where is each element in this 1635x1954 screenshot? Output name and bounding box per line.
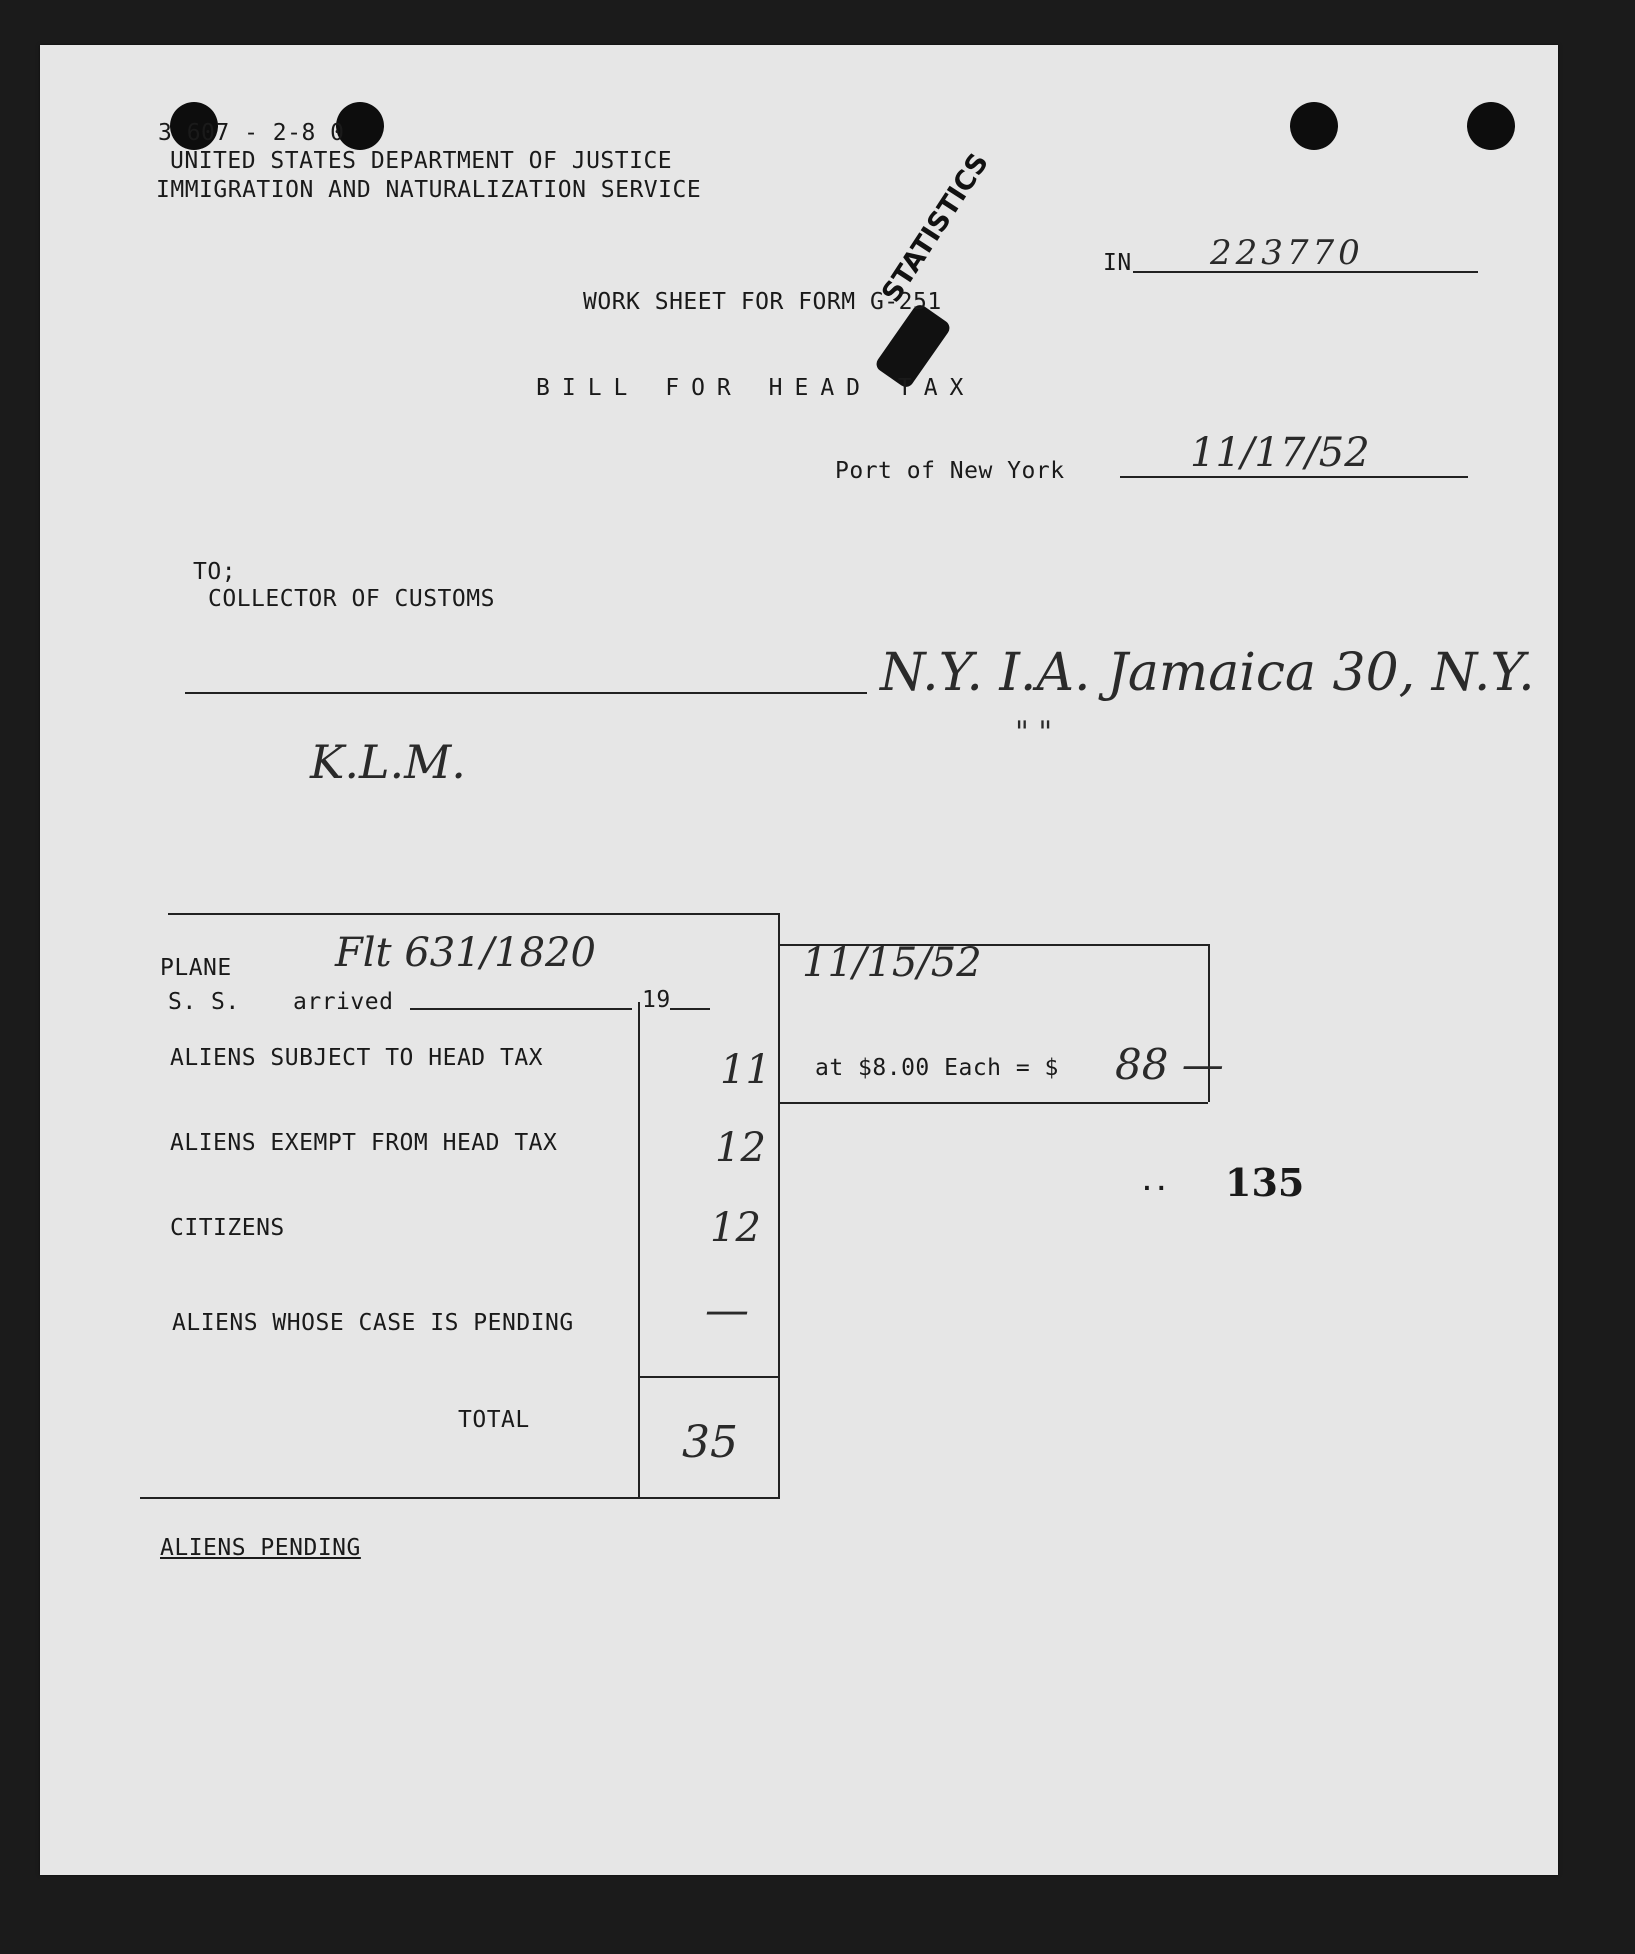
row-value-subject: 11 xyxy=(720,1047,771,1093)
service-name: IMMIGRATION AND NATURALIZATION SERVICE xyxy=(156,177,702,203)
table-right-rule xyxy=(778,913,780,1498)
worksheet-title: WORK SHEET FOR FORM G-251 xyxy=(583,289,942,315)
year-label: 19 xyxy=(642,987,671,1013)
tax-rate-text: at $8.00 Each = $ xyxy=(815,1055,1059,1081)
table-bottom-rule xyxy=(140,1497,780,1499)
punch-hole xyxy=(1290,102,1338,150)
to-label: TO; xyxy=(193,559,237,585)
port-label: Port of New York xyxy=(835,458,1065,484)
bill-title: BILL FOR HEAD TAX xyxy=(536,375,976,401)
tax-amount: 88 — xyxy=(1115,1040,1224,1089)
in-label: IN xyxy=(1103,250,1132,276)
total-value: 35 xyxy=(682,1417,738,1468)
punch-hole xyxy=(1467,102,1515,150)
row-label-exempt: ALIENS EXEMPT FROM HEAD TAX xyxy=(170,1130,558,1156)
row-value-exempt: 12 xyxy=(715,1125,766,1171)
row-value-citizens: 12 xyxy=(710,1205,761,1251)
form-code: 3 607 - 2-8 0 xyxy=(158,120,345,146)
port-date-value: 11/17/52 xyxy=(1190,430,1370,476)
arrived-label: arrived xyxy=(293,989,394,1015)
page-marker-number: 135 xyxy=(1225,1160,1305,1205)
ss-label: S. S. xyxy=(168,989,240,1015)
page-marker-dots: .. xyxy=(1140,1170,1169,1196)
table-top-rule xyxy=(168,913,778,915)
port-date-line xyxy=(1120,476,1468,478)
value-column-left xyxy=(638,1002,640,1498)
document-page xyxy=(40,45,1558,1875)
aliens-pending-heading: ALIENS PENDING xyxy=(160,1535,361,1561)
total-label: TOTAL xyxy=(458,1407,530,1433)
arrived-line xyxy=(410,1008,632,1010)
address-line xyxy=(185,692,867,694)
arrival-date: 11/15/52 xyxy=(802,940,982,986)
department-name: UNITED STATES DEPARTMENT OF JUSTICE xyxy=(170,148,673,174)
plane-label: PLANE xyxy=(160,955,232,981)
date-box-bottom xyxy=(778,1102,1208,1104)
year-line xyxy=(670,1008,710,1010)
recipient-location: N.Y. I.A. Jamaica 30, N.Y. xyxy=(880,643,1535,703)
total-separator xyxy=(638,1376,778,1378)
row-value-pending: — xyxy=(705,1285,749,1336)
row-label-pending: ALIENS WHOSE CASE IS PENDING xyxy=(172,1310,574,1336)
flight-number: Flt 631/1820 xyxy=(335,930,596,976)
row-label-citizens: CITIZENS xyxy=(170,1215,285,1241)
carrier-name: K.L.M. xyxy=(310,735,466,789)
row-label-subject: ALIENS SUBJECT TO HEAD TAX xyxy=(170,1045,544,1071)
statistics-stamp: STATISTICS xyxy=(876,147,995,308)
recipient-name: COLLECTOR OF CUSTOMS xyxy=(208,586,495,612)
in-number-value: 223770 xyxy=(1210,233,1364,273)
ditto-marks: " " xyxy=(1015,715,1053,750)
